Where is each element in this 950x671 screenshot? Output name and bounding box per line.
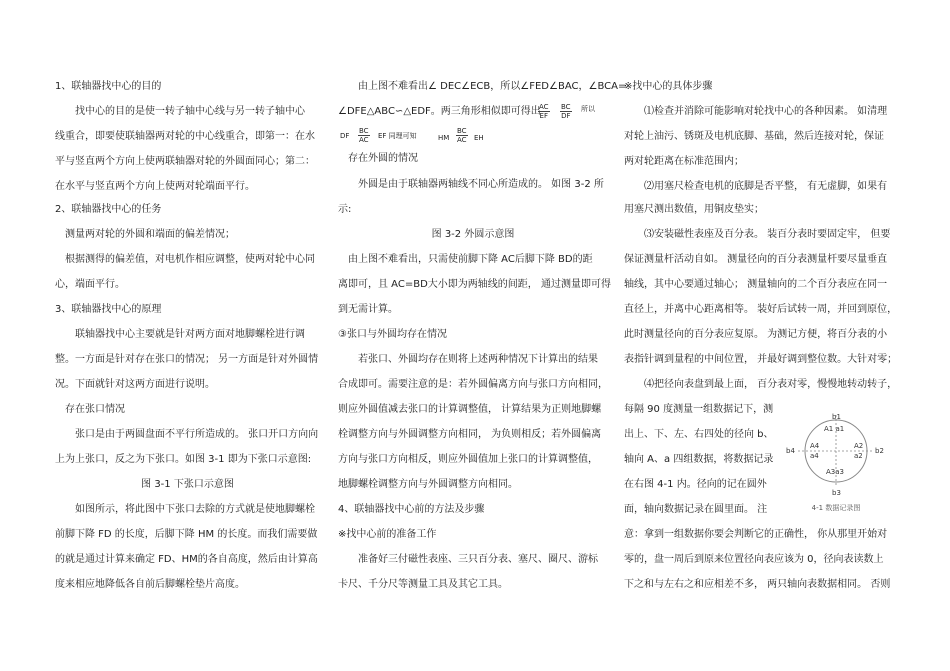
col3-line: 出上、下、左、右四处的径向 b、 bbox=[624, 429, 774, 440]
col2-line: 示: bbox=[338, 204, 352, 215]
col3-line: ⑵用塞尺检查电机的底脚是否平整， 有无虚脚，如果有 bbox=[644, 181, 888, 192]
col1-line: 根据测得的偏差值，对电机作相应调整，使两对轮中心同 bbox=[65, 254, 315, 265]
col2-line: 由上图不难看出，只需使前脚下降 AC后脚下降 BD的距 bbox=[348, 254, 593, 265]
data-record-circle bbox=[782, 411, 890, 501]
col2-line: 4、联轴器找中心前的方法及步骤 bbox=[338, 504, 485, 515]
col3-line: ⑷把径向表盘到最上面， 百分表对零，慢慢地转动转子， bbox=[644, 379, 898, 390]
col2-line: 若张口、外圆均存在则将上述两种情况下计算出的结果 bbox=[358, 354, 598, 365]
col2-line: 卡尺、千分尺等测量工具及其它工具。 bbox=[338, 579, 508, 590]
col2-line: 外圆是由于联轴器两轴线不同心所造成的。 如图 3-2 所 bbox=[358, 179, 604, 190]
label-a2-lower: a2 bbox=[854, 452, 863, 460]
col1-line: 心，端面平行。 bbox=[55, 279, 125, 290]
col2-line: 方向与张口方向相反，则应外圆值加上张口的计算调整值， bbox=[338, 454, 598, 465]
col3-line: 在右图 4-1 内。径向的记在圆外 bbox=[624, 479, 767, 490]
col2-line: 则应外圆值减去张口的计算调整值， 计算结果为正则地脚螺 bbox=[338, 404, 602, 415]
fraction bbox=[456, 127, 468, 144]
label-b1: b1 bbox=[832, 413, 841, 421]
fraction-numerator: AC bbox=[539, 103, 549, 111]
col1-line: 如图所示，将此图中下张口去除的方式就是使地脚螺栓 bbox=[75, 504, 315, 515]
col1-line: 平与竖直两个方向上使两联轴器对轮的外圆面同心；第二： bbox=[55, 156, 315, 167]
col1-line: 联轴器找中心主要就是针对两方面对地脚螺栓进行调 bbox=[75, 329, 305, 340]
label-a4-upper: A4 bbox=[810, 442, 820, 450]
col3-line: 意：拿到一组数据你要会判断它的正确性， 你从那里开始对 bbox=[624, 529, 888, 540]
col3-line: 零的，盘一周后到原来位置径向表应该为 0，径向表读数上 bbox=[624, 554, 884, 565]
col2-line: 合成即可。需要注意的是：若外圆偏离方向与张口方向相同， bbox=[338, 379, 608, 390]
col1-line: 测量两对轮的外圆和端面的偏差情况； bbox=[65, 229, 235, 240]
formula-suffix: 所以 bbox=[581, 105, 595, 113]
col3-line: 对轮上油污、锈斑及电机底脚、基础，然后连接对轮，保证 bbox=[624, 131, 884, 142]
col2-line: 到无需计算。 bbox=[338, 304, 398, 315]
label-a2-upper: A2 bbox=[854, 442, 864, 450]
formula-df: DF bbox=[340, 132, 350, 140]
label-a3: A3a3 bbox=[826, 468, 844, 476]
col2-line: 地脚螺栓调整方向与外圆调整方向相同。 bbox=[338, 479, 518, 490]
fraction-denominator: DF bbox=[561, 112, 571, 120]
formula-hm: HM bbox=[438, 134, 450, 142]
col1-line: 找中心的目的是使一转子轴中心线与另一转子轴中心 bbox=[75, 106, 305, 117]
col1-line: 线重合，即要使联轴器两对轮的中心线重合，即第一：在水 bbox=[55, 131, 315, 142]
fraction-denominator: AC bbox=[457, 136, 467, 144]
col3-line: 轴线，其中心要通过轴心； 测量轴向的二个百分表应在同一 bbox=[624, 279, 888, 290]
col3-line: 轴向 A、a 四组数据，将数据记录 bbox=[624, 454, 774, 465]
fraction bbox=[538, 103, 550, 120]
fraction-denominator: EF bbox=[539, 112, 548, 120]
col1-line: 1、联轴器找中心的目的 bbox=[55, 81, 162, 92]
col1-line: 前脚下降 FD 的长度，后脚下降 HM 的长度。而我们需要做 bbox=[55, 529, 318, 540]
col1-line: 图 3-1 下张口示意图 bbox=[141, 479, 234, 490]
middle-column bbox=[338, 0, 627, 671]
col2-line: ③张口与外圆均存在情况 bbox=[338, 329, 447, 340]
left-column bbox=[55, 0, 320, 671]
fraction bbox=[560, 103, 572, 120]
col3-line: 表指针调到量程的中间位置， 并最好调到整位数。大针对零； bbox=[624, 354, 898, 365]
col2-line: ※找中心前的准备工作 bbox=[338, 529, 437, 540]
col3-line: 每隔 90 度测量一组数据记下，测 bbox=[624, 404, 774, 415]
col1-line: 2、联轴器找中心的任务 bbox=[55, 204, 162, 215]
fraction-numerator: BC bbox=[561, 103, 571, 111]
figure-caption: 4-1 数据记录图 bbox=[811, 504, 861, 512]
col2-line: 由上图不难看出∠ DEC∠ECB，所以∠FED∠BAC，∠BCA= bbox=[358, 81, 627, 92]
col2-line: 图 3-2 外圆示意图 bbox=[431, 229, 515, 240]
fraction-numerator: BC bbox=[359, 127, 369, 135]
col2-line: 存在外圆的情况 bbox=[348, 153, 418, 164]
col1-line: 的就是通过计算来确定 FD、HM的各自高度，然后由计算高 bbox=[55, 554, 318, 565]
label-a1: A1 a1 bbox=[824, 425, 845, 433]
col3-line: 两对轮距离在标准范围内； bbox=[624, 156, 744, 167]
col1-line: 存在张口情况 bbox=[65, 404, 125, 415]
col3-line: ※找中心的具体步骤 bbox=[624, 81, 713, 92]
label-b2: b2 bbox=[875, 447, 884, 455]
col3-line: 下之和与左右之和应相差不多， 两只轴向表数据相同。 否则 bbox=[624, 579, 891, 590]
right-column bbox=[624, 0, 896, 671]
col2-line: 准备好三付磁性表座、三只百分表、塞尺、圈尺、游标 bbox=[358, 554, 598, 565]
formula-ef: EF 同理可知 bbox=[378, 132, 417, 140]
figure-4-1-data-record bbox=[782, 411, 890, 513]
label-b4: b4 bbox=[786, 447, 795, 455]
fraction-denominator: AC bbox=[359, 136, 369, 144]
col1-line: 上为上张口，反之为下张口。如图 3-1 即为下张口示意图: bbox=[55, 454, 312, 465]
col2-line: 离即可，且 AC=BD大小即为两轴线的间距， 通过测量即可得 bbox=[338, 279, 611, 290]
col1-line: 度来相应地降低各自前后脚螺栓垫片高度。 bbox=[55, 579, 245, 590]
col2-line: ∠DFE△ABC∽△EDF。两三角形相似即可得出 bbox=[338, 106, 541, 117]
col3-line: 面，轴向数据记录在圆里面。 注 bbox=[624, 504, 768, 515]
col1-line: 3、联轴器找中心的原理 bbox=[55, 304, 162, 315]
col1-line: 在水平与竖直两个方向上使两对轮端面平行。 bbox=[55, 181, 255, 192]
col1-line: 整。一方面是针对存在张口的情况； 另一方面是针对外圆情 bbox=[55, 354, 319, 365]
col1-line: 张口是由于两圆盘面不平行所造成的。 张口开口方向向 bbox=[75, 429, 319, 440]
label-b3: b3 bbox=[832, 489, 841, 497]
fraction bbox=[358, 127, 370, 144]
col3-line: 直径上，并离中心距离相等。 装好后试转一周，并回到原位， bbox=[624, 304, 898, 315]
col3-line: ⑶安装磁性表座及百分表。 装百分表时要固定牢， 但要 bbox=[644, 229, 891, 240]
label-a4-lower: a4 bbox=[810, 452, 819, 460]
col3-line: ⑴检查并消除可能影响对轮找中心的各种因素。 如清理 bbox=[644, 106, 888, 117]
col2-line: 栓调整方向与外圆调整方向相同， 为负则相反；若外圆偏离 bbox=[338, 429, 602, 440]
col1-line: 况。下面就针对这两方面进行说明。 bbox=[55, 379, 215, 390]
col3-line: 用塞尺测出数值，用铜皮垫实； bbox=[624, 204, 764, 215]
col3-line: 保证测量杆活动自如。 测量径向的百分表测量杆要尽量垂直 bbox=[624, 254, 888, 265]
col3-line: 此时测量径向的百分表应复原。 为测记方便，将百分表的小 bbox=[624, 329, 888, 340]
formula-eh: EH bbox=[474, 134, 484, 142]
fraction-numerator: BC bbox=[457, 127, 467, 135]
